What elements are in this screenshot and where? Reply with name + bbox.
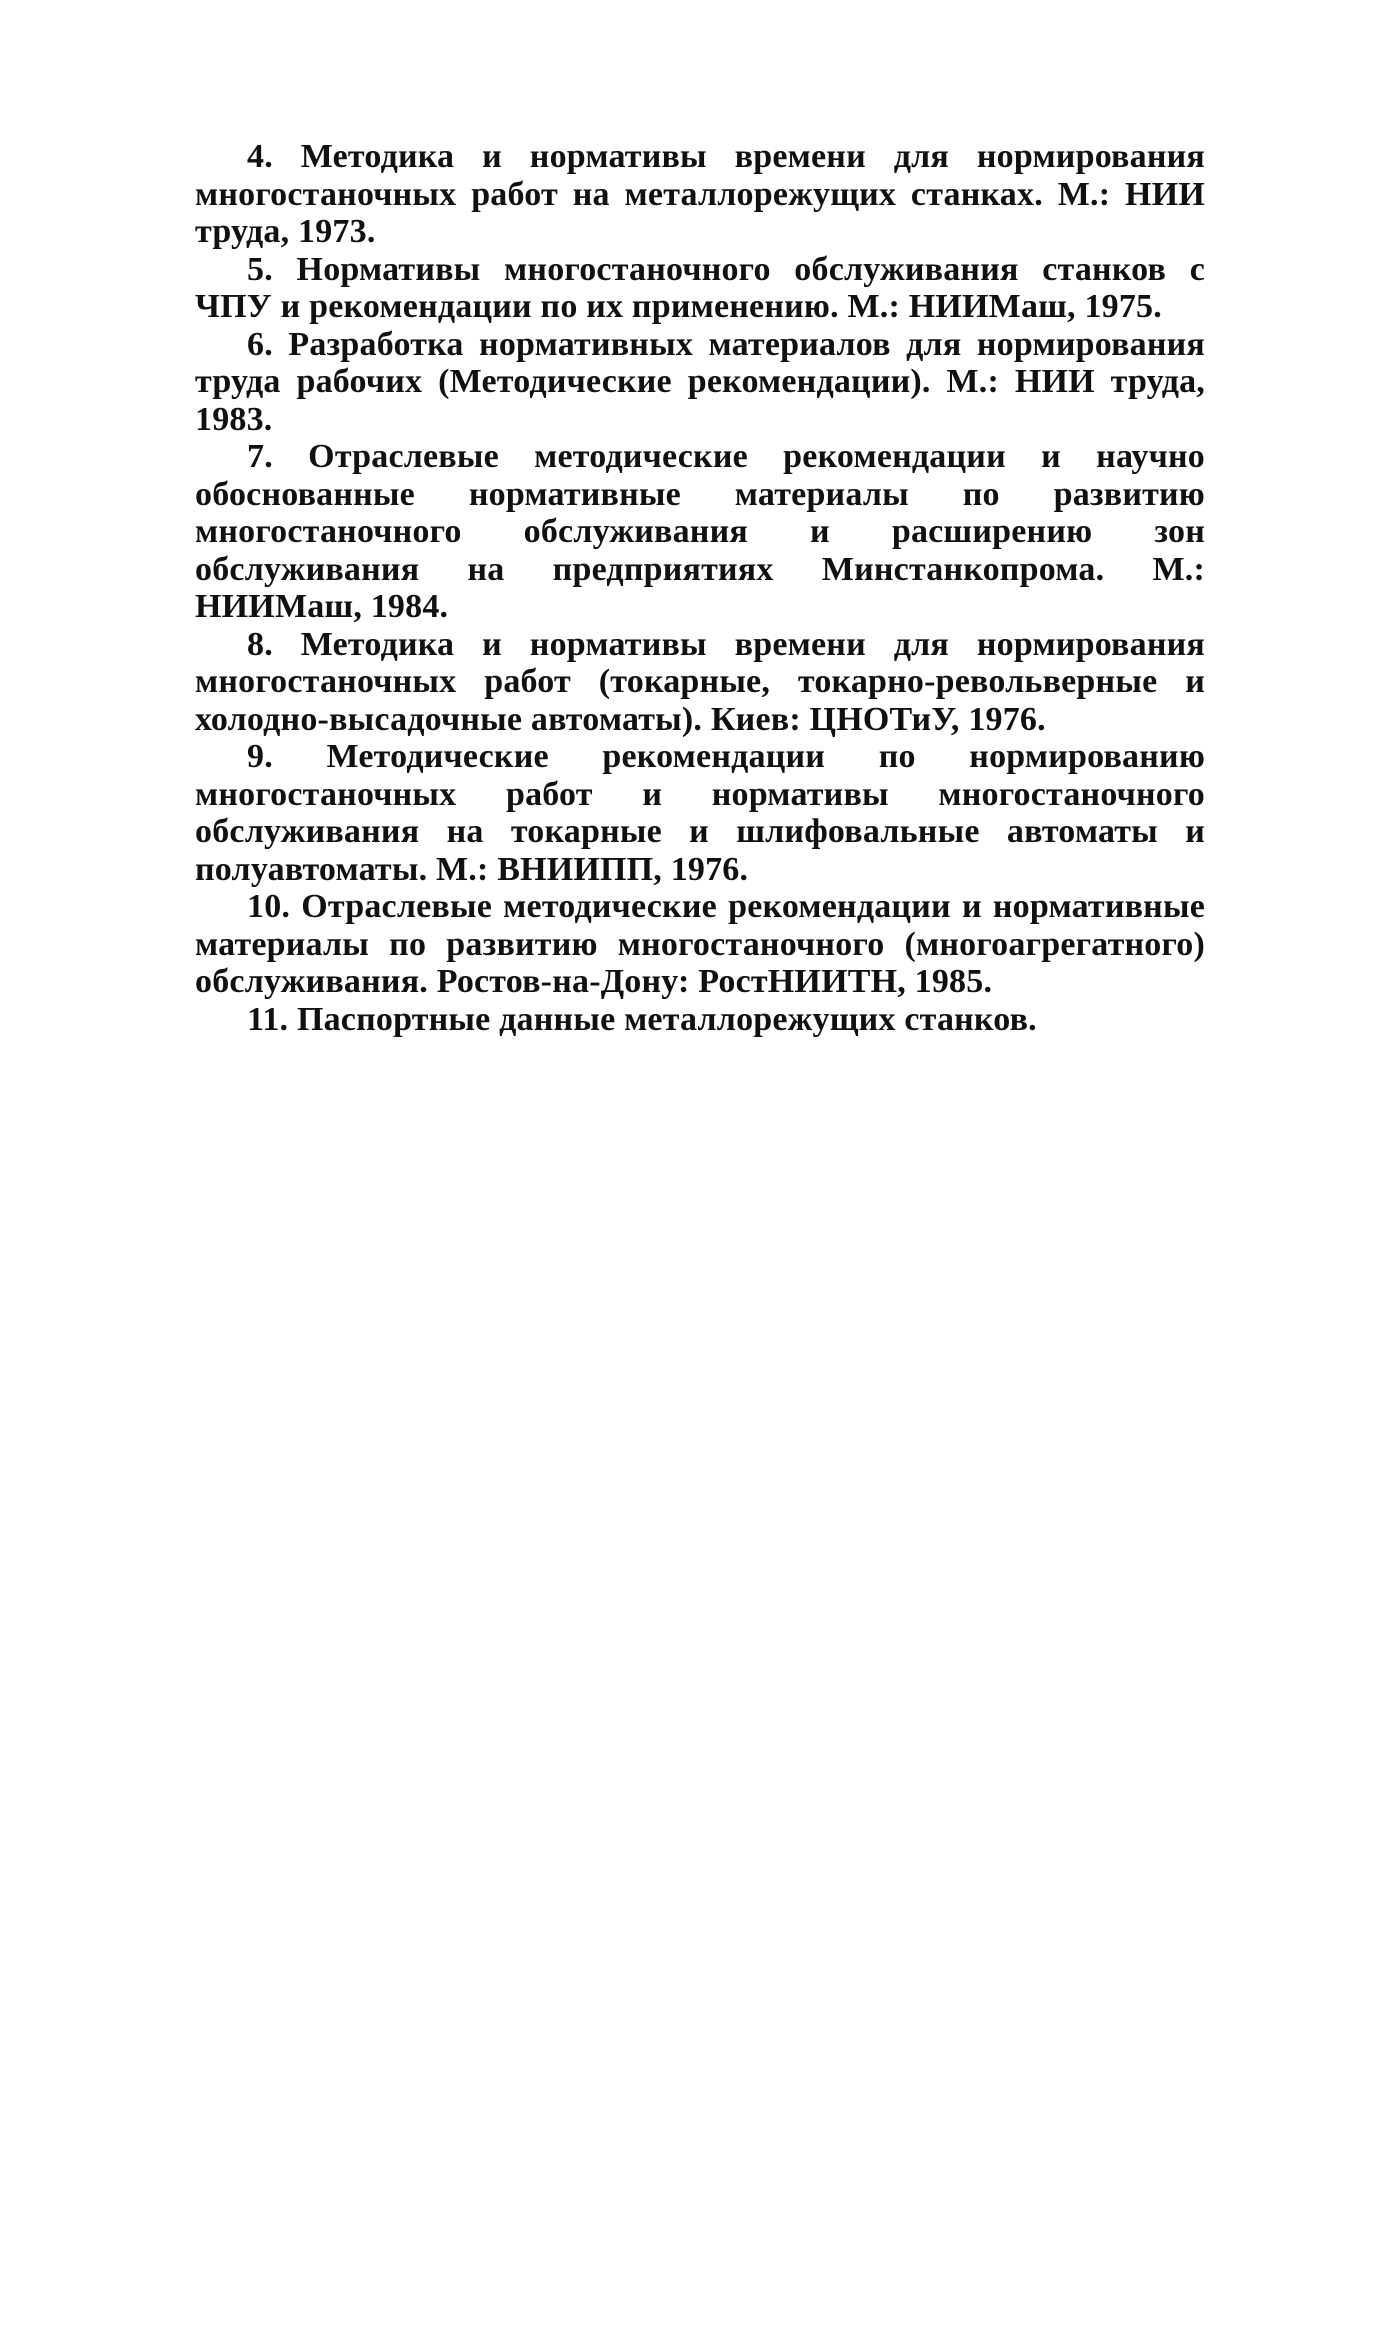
- reference-number: 5.: [247, 250, 273, 288]
- reference-number: 8.: [247, 625, 273, 663]
- reference-text: Отраслевые методические рекомендации и научно обоснованные нормативные материалы по развитию многостаночного обслуживания и расширению зон обслуживания на предприятиях Минстанкопрома. М.: НИИМаш, 1984.: [195, 438, 1205, 625]
- reference-list: [195, 138, 1205, 1038]
- reference-item: [195, 438, 1205, 626]
- reference-item: [195, 138, 1205, 251]
- reference-number: 11.: [247, 1000, 289, 1038]
- reference-number: 10.: [247, 888, 291, 925]
- reference-text: Нормативы многостаночного обслуживания станков с ЧПУ и рекомендации по их применению. М.: НИИМаш, 1975.: [195, 250, 1206, 325]
- reference-number: 9.: [247, 738, 273, 775]
- reference-text: Паспортные данные металлорежущих станков.: [296, 1000, 1037, 1038]
- reference-text: Методика и нормативы времени для нормирования многостаночных работ (токарные, токарно-револьверные и холодно-высадочные автоматы). Киев: ЦНОТиУ, 1976.: [195, 625, 1205, 738]
- reference-number: 7.: [247, 438, 273, 475]
- reference-number: 4.: [247, 138, 273, 175]
- reference-text: Отраслевые методические рекомендации и нормативные материалы по развитию многостаночного (многоагрегатного) обслуживания. Ростов-на-Дону: РостНИИТН, 1985.: [195, 888, 1206, 1000]
- reference-text: Разработка нормативных материалов для нормирования труда рабочих (Методические рекомендации). М.: НИИ труда, 1983.: [195, 325, 1206, 438]
- reference-text: Методические рекомендации по нормированию многостаночных работ и нормативы многостаночного обслуживания на токарные и шлифовальные автоматы и полуавтоматы. М.: ВНИИПП, 1976.: [195, 738, 1206, 888]
- reference-number: 6.: [247, 325, 273, 363]
- reference-item: [195, 251, 1205, 326]
- reference-item: [195, 326, 1205, 439]
- reference-item: [195, 1001, 1205, 1039]
- reference-item: [195, 626, 1205, 739]
- reference-text: Методика и нормативы времени для нормирования многостаночных работ на металлорежущих станках. М.: НИИ труда, 1973.: [195, 138, 1205, 250]
- reference-item: [195, 738, 1205, 888]
- reference-item: [195, 888, 1205, 1001]
